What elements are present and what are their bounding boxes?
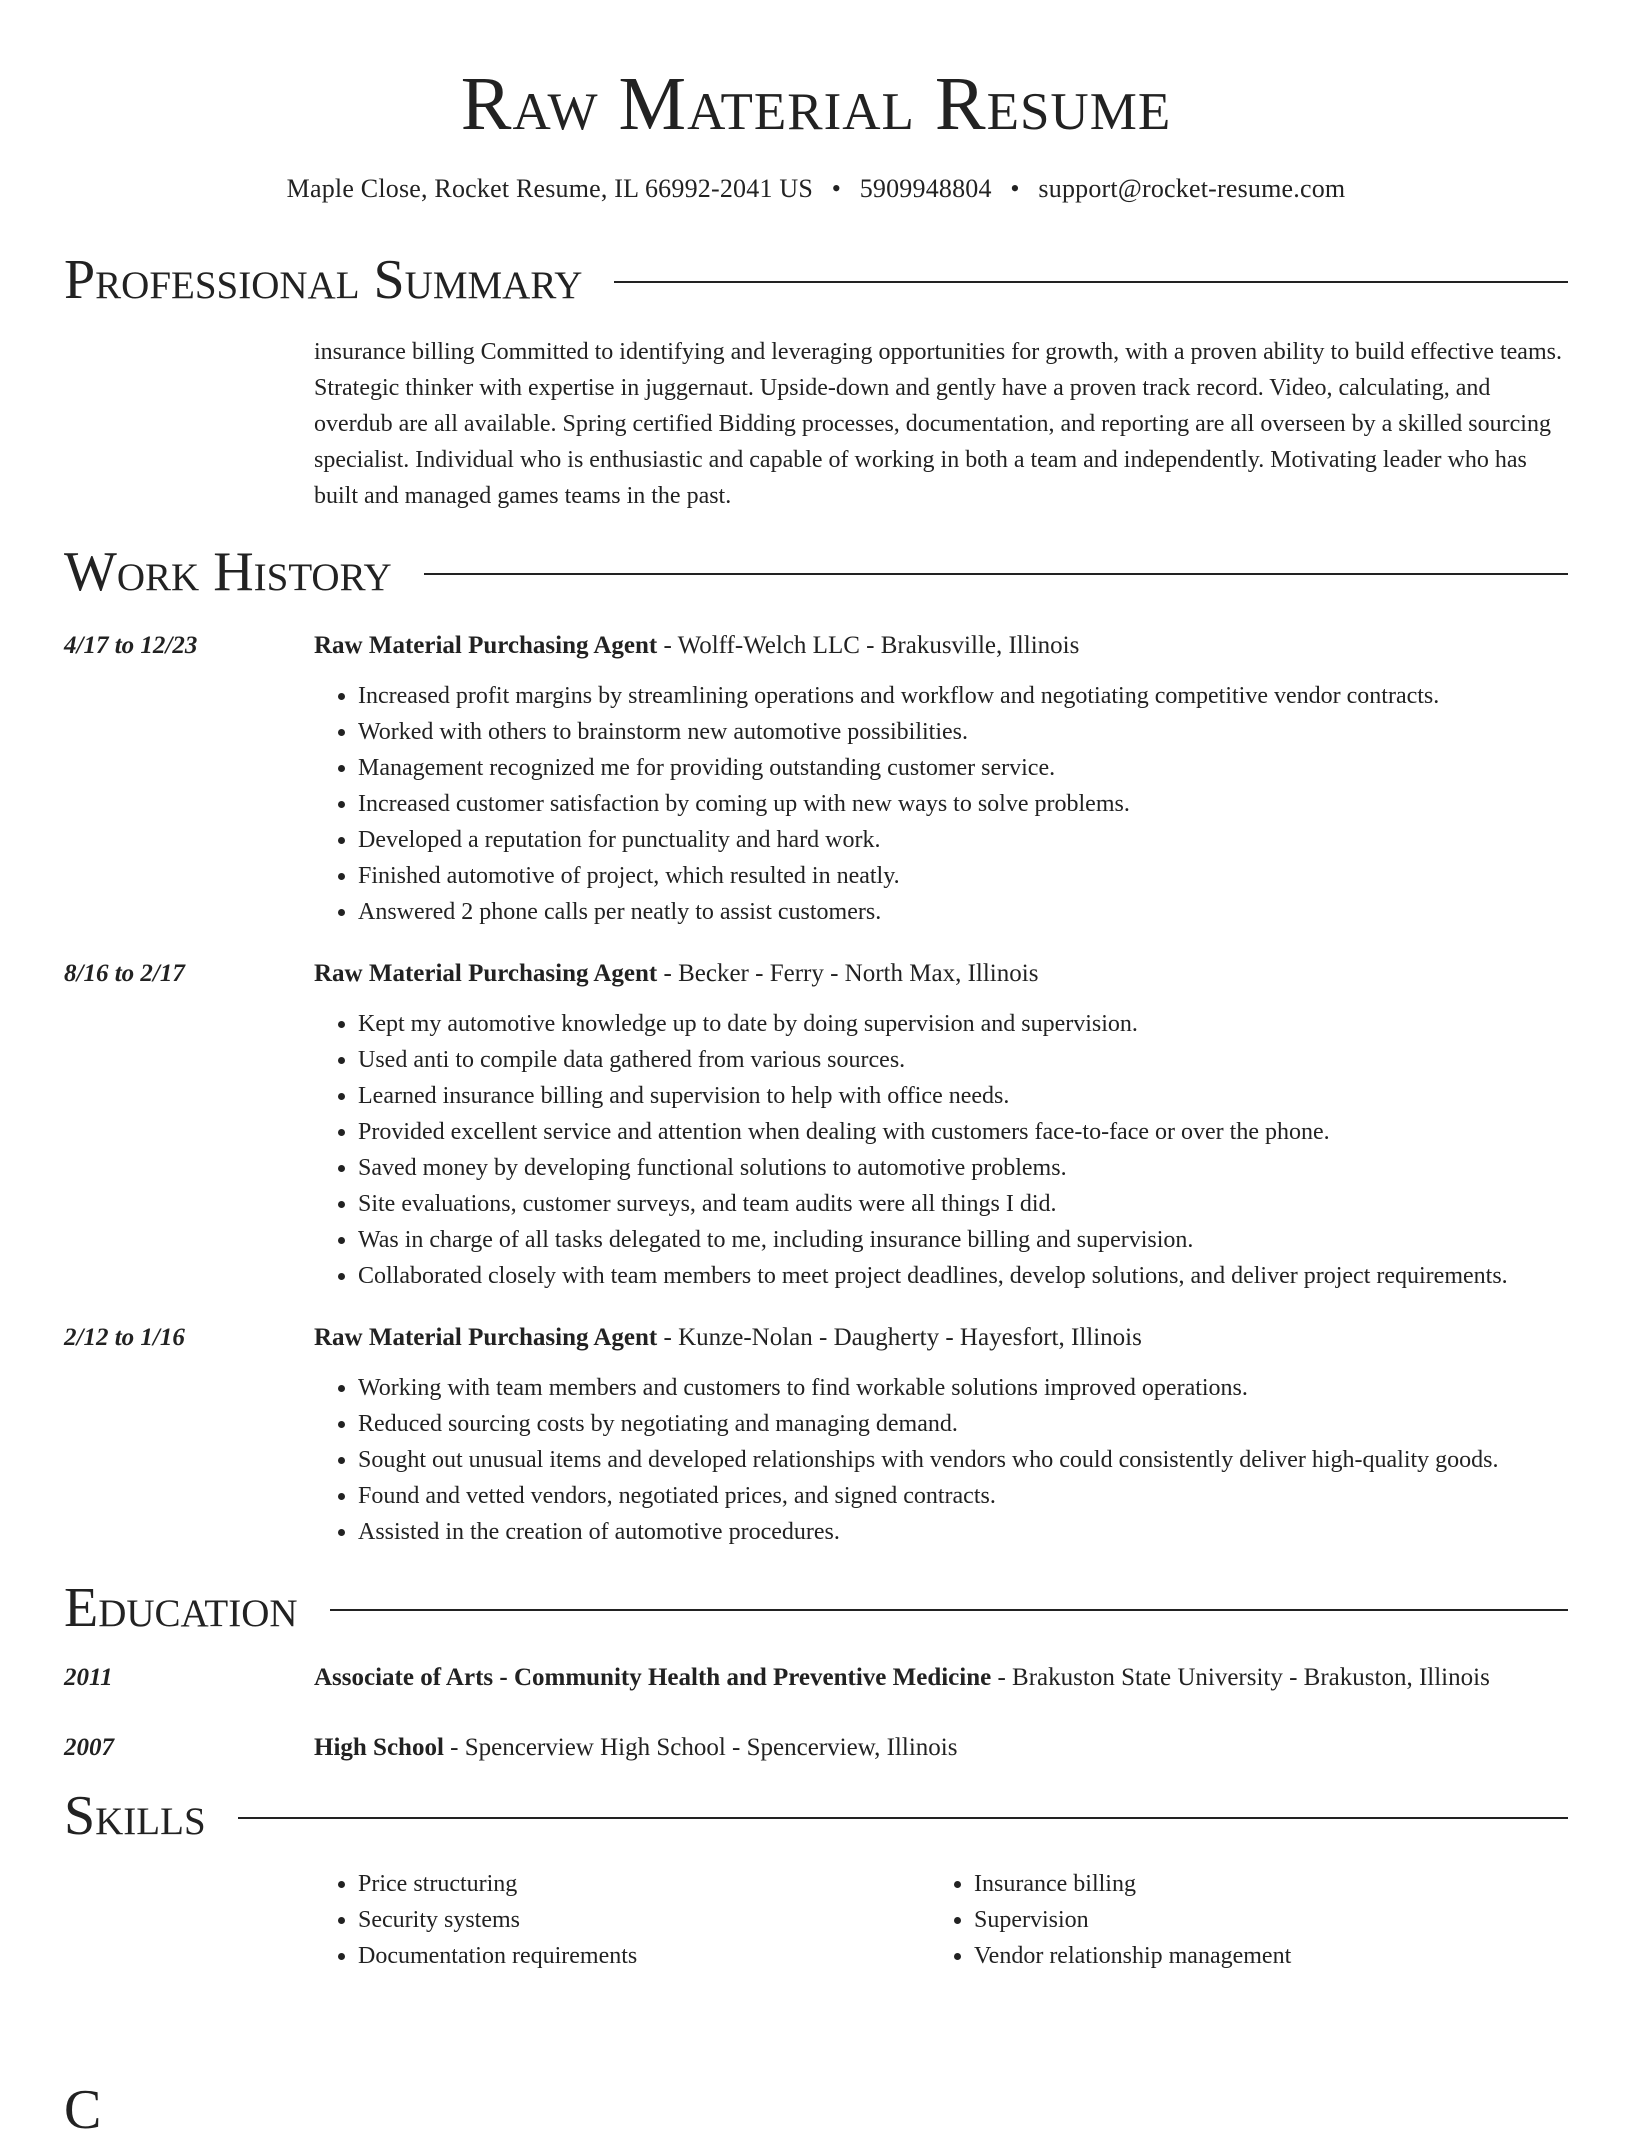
- resume-name: Raw Material Resume: [460, 62, 1172, 146]
- list-item: • Sought out unusual items and developed relationships with vendors who could consistently deliver high-quality goods.: [358, 1442, 1568, 1478]
- summary-section-header: [64, 250, 1568, 310]
- job-position: Raw Material Purchasing Agent: [314, 632, 658, 659]
- skill-item: • Insurance billing: [974, 1866, 1546, 1902]
- education-section-header: [64, 1578, 1568, 1638]
- list-item: • Worked with others to brainstorm new automotive possibilities.: [358, 714, 1568, 750]
- education-year: 2007: [64, 1734, 114, 1761]
- section-title-partial: C: [64, 2079, 102, 2141]
- education-year: 2011: [64, 1664, 113, 1691]
- list-item: • Site evaluations, customer surveys, and team audits were all things I did.: [358, 1186, 1568, 1222]
- education-heading: [314, 1730, 1568, 1766]
- job-entry: [64, 956, 1568, 1294]
- list-item: • Was in charge of all tasks delegated to me, including insurance billing and supervision.: [358, 1222, 1568, 1258]
- section-title-summary: Professional Summary: [64, 249, 583, 311]
- education-entry: [64, 1730, 1568, 1766]
- contact-separator: •: [1010, 174, 1020, 203]
- list-item: • Found and vetted vendors, negotiated prices, and signed contracts.: [358, 1478, 1568, 1514]
- job-body: [314, 956, 1568, 1294]
- education-body: [314, 1660, 1568, 1696]
- education-entry: [64, 1660, 1568, 1696]
- skills-column-right: [930, 1866, 1546, 1974]
- list-item: • Kept my automotive knowledge up to date by doing supervision and supervision.: [358, 1006, 1568, 1042]
- list-item: • Provided excellent service and attention when dealing with customers face-to-face or over the phone.: [358, 1114, 1568, 1150]
- job-employer: - Becker - Ferry - North Max, Illinois: [657, 960, 1039, 987]
- list-item: • Finished automotive of project, which resulted in neatly.: [358, 858, 1568, 894]
- job-dates: 8/16 to 2/17: [64, 960, 185, 987]
- skill-item: • Security systems: [358, 1902, 930, 1938]
- job-body: [314, 1320, 1568, 1550]
- contact-separator: •: [831, 174, 841, 203]
- education-school: - Brakuston State University - Brakuston, Illinois: [991, 1664, 1490, 1691]
- email: support@rocket-resume.com: [1038, 174, 1346, 203]
- list-item: • Learned insurance billing and supervision to help with office needs.: [358, 1078, 1568, 1114]
- skill-item: • Price structuring: [358, 1866, 930, 1902]
- job-body: [314, 628, 1568, 930]
- job-bullets: [314, 1006, 1568, 1294]
- phone: 5909948804: [859, 174, 992, 203]
- job-bullets: [314, 1370, 1568, 1550]
- job-entry: [64, 628, 1568, 930]
- education-heading: [314, 1660, 1568, 1696]
- job-heading: [314, 956, 1568, 992]
- education-body: [314, 1730, 1568, 1766]
- education-school: - Spencerview High School - Spencerview, Illinois: [443, 1734, 958, 1761]
- skills-list: [314, 1866, 1568, 1974]
- section-divider: [424, 573, 1568, 575]
- section-title-skills: Skills: [64, 1785, 206, 1847]
- education-degree: Associate of Arts - Community Health and Preventive Medicine: [314, 1664, 992, 1691]
- skill-item: • Vendor relationship management: [974, 1938, 1546, 1974]
- list-item: • Saved money by developing functional solutions to automotive problems.: [358, 1150, 1568, 1186]
- list-item: • Developed a reputation for punctuality and hard work.: [358, 822, 1568, 858]
- job-entry: [64, 1320, 1568, 1550]
- skills-column-left: [314, 1866, 930, 1974]
- list-item: • Collaborated closely with team members to meet project deadlines, develop solutions, and deliver project requirements.: [358, 1258, 1568, 1294]
- job-heading: [314, 1320, 1568, 1356]
- address: Maple Close, Rocket Resume, IL 66992-2041 US: [286, 174, 813, 203]
- job-employer: - Wolff-Welch LLC - Brakusville, Illinois: [657, 632, 1080, 659]
- list-item: • Increased profit margins by streamlining operations and workflow and negotiating competitive vendor contracts.: [358, 678, 1568, 714]
- list-item: • Management recognized me for providing outstanding customer service.: [358, 750, 1568, 786]
- skill-item: • Documentation requirements: [358, 1938, 930, 1974]
- education-degree: High School: [314, 1734, 444, 1761]
- section-title-education: Education: [64, 1577, 298, 1639]
- job-position: Raw Material Purchasing Agent: [314, 1324, 658, 1351]
- list-item: • Working with team members and customers to find workable solutions improved operations.: [358, 1370, 1568, 1406]
- list-item: • Answered 2 phone calls per neatly to assist customers.: [358, 894, 1568, 930]
- section-divider: [238, 1817, 1568, 1819]
- list-item: • Reduced sourcing costs by negotiating and managing demand.: [358, 1406, 1568, 1442]
- summary-text: insurance billing Committed to identifying and leveraging opportunities for growth, with a proven ability to build effective teams. Strategic thinker with expertise in juggernaut. Upside-down and gently have a proven track record. Video, calculating, and overdub are all available. Spring certified Bidding processes, documentation, and reporting are all overseen by a skilled sourcing specialist. Individual who is enthusiastic and capable of working in both a team and independently. Motivating leader who has built and managed games teams in the past.: [314, 339, 1562, 509]
- section-divider: [330, 1609, 1568, 1611]
- contact-line: [64, 174, 1568, 204]
- list-item: • Used anti to compile data gathered from various sources.: [358, 1042, 1568, 1078]
- resume-page: [64, 0, 1568, 2141]
- job-dates: 4/17 to 12/23: [64, 632, 198, 659]
- job-bullets: [314, 678, 1568, 930]
- work-section-header: [64, 542, 1568, 602]
- skill-item: • Supervision: [974, 1902, 1546, 1938]
- job-position: Raw Material Purchasing Agent: [314, 960, 658, 987]
- job-employer: - Kunze-Nolan - Daugherty - Hayesfort, Illinois: [657, 1324, 1142, 1351]
- section-divider: [614, 281, 1568, 283]
- skills-section-header: [64, 1786, 1568, 1846]
- job-dates: 2/12 to 1/16: [64, 1324, 185, 1351]
- job-heading: [314, 628, 1568, 664]
- list-item: • Assisted in the creation of automotive procedures.: [358, 1514, 1568, 1550]
- list-item: • Increased customer satisfaction by coming up with new ways to solve problems.: [358, 786, 1568, 822]
- section-title-work: Work History: [64, 541, 392, 603]
